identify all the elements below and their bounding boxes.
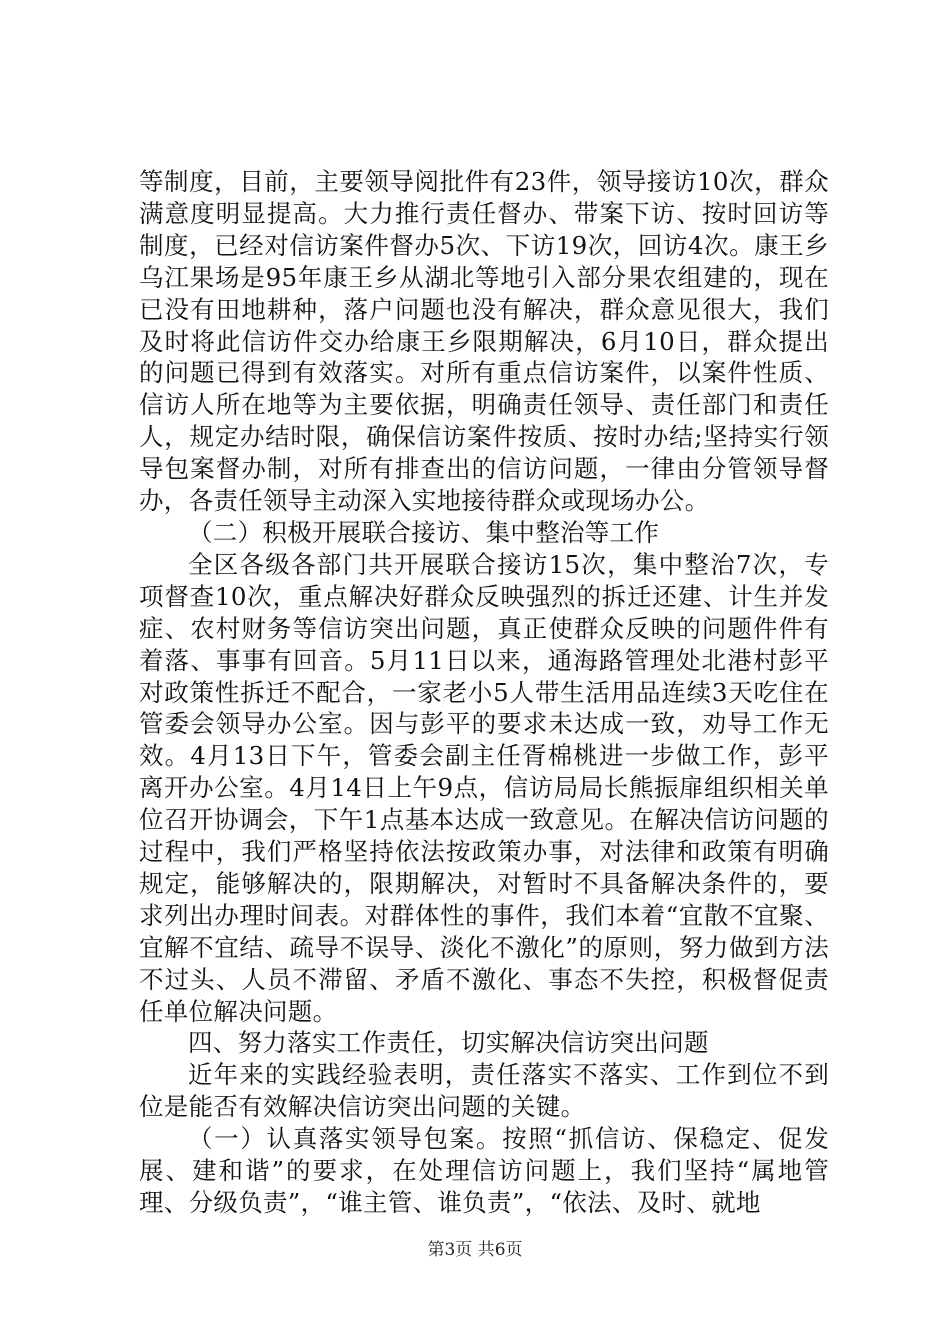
paragraph-3: 全区各级各部门共开展联合接访15次，集中整治7次，专项督查10次，重点解决好群众反映强烈的拆迁还建、计生并发症、农村财务等信访突出问题，真正使群众反映的问题件件有着落、事事有回音。5月11日以来，通海路管理处北港村彭平对政策性拆迁不配合，一家老小5人带生活用品连续3天吃住在管委会领导办公室。因与彭平的要求未达成一致，劝导工作无效。4月13日下午，管委会副主任胥棉桃进一步做工作，彭平离开办公室。4月14日上午9点，信访局局长熊振扉组织相关单位召开协调会，下午1点基本达成一致意见。在解决信访问题的过程中，我们严格坚持依法按政策办事，对法律和政策有明确规定，能够解决的，限期解决，对暂时不具备解决条件的，要求列出办理时间表。对群体性的事件，我们本着“宜散不宜聚、宜解不宜结、疏导不误导、淡化不激化”的原则，努力做到方法不过头、人员不滞留、矛盾不激化、事态不失控，积极督促责任单位解决问题。 (139, 549, 830, 1026)
paragraph-5: 近年来的实践经验表明，责任落实不落实、工作到位不到位是能否有效解决信访突出问题的关键。 (139, 1060, 829, 1122)
page-footer: 第3页 共6页 (427, 1240, 523, 1260)
paragraph-1: 等制度，目前，主要领导阅批件有23件，领导接访10次，群众满意度明显提高。大力推行责任督办、带案下访、按时回访等制度，已经对信访案件督办5次、下访19次，回访4次。康王乡乌江果场是95年康王乡从湖北等地引入部分果农组建的，现在已没有田地耕种，落户问题也没有解决，群众意见很大，我们及时将此信访件交办给康王乡限期解决，6月10日，群众提出的问题已得到有效落实。对所有重点信访案件，以案件性质、信访人所在地等为主要依据，明确责任领导、责任部门和责任人，规定办结时限，确保信访案件按质、按时办结;坚持实行领导包案督办制，对所有排查出的信访问题，一律由分管领导督办，各责任领导主动深入实地接待群众或现场办公。 (139, 167, 829, 516)
section-heading-4: 四、努力落实工作责任，切实解决信访突出问题 (188, 1028, 709, 1058)
paragraph-6: （一）认真落实领导包案。按照“抓信访、保稳定、促发展、建和谐”的要求，在处理信访问题上，我们坚持“属地管理、分级负责”，“谁主管、谁负责”，“依法、及时、就地 (139, 1124, 829, 1217)
document-body (139, 166, 829, 1219)
section-heading-2: （二）积极开展联合接访、集中整治等工作 (188, 517, 660, 547)
